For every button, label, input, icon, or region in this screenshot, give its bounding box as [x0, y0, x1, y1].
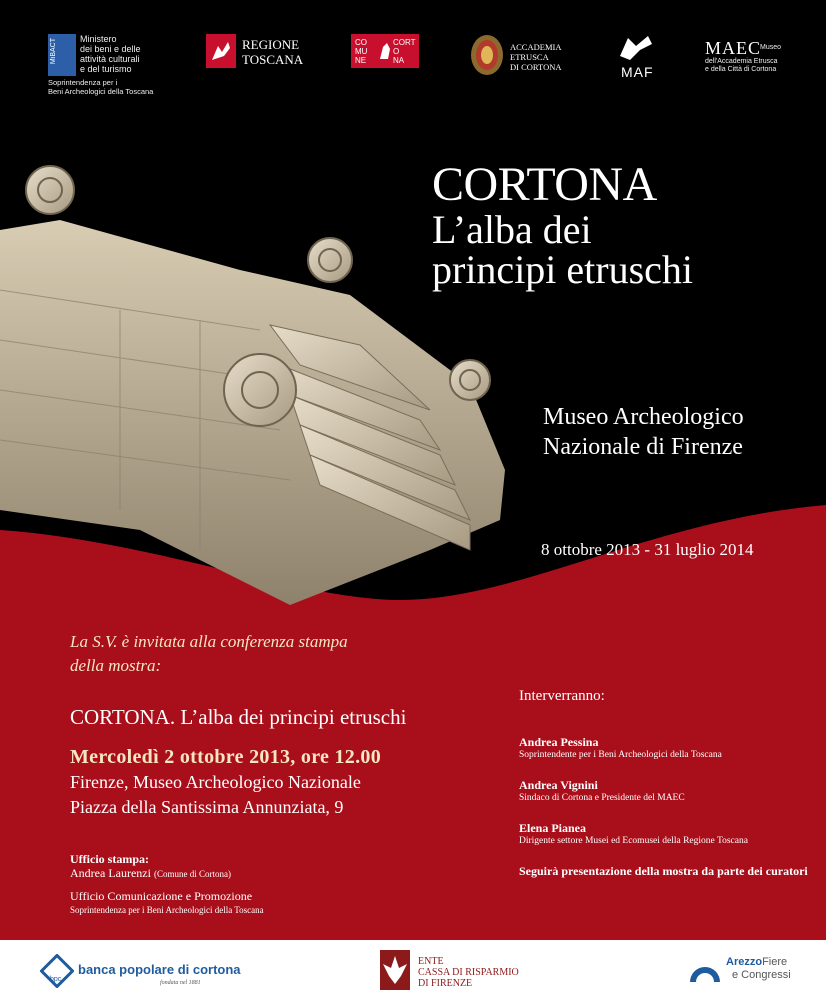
accademia-etrusca-logo: ACCADEMIA ETRUSCA DI CORTONA: [470, 34, 504, 80]
speaker-role: Dirigente settore Musei ed Ecomusei della Regione Toscana: [519, 836, 748, 846]
conference-place-line1: Firenze, Museo Archeologico Nazionale: [70, 772, 361, 792]
lion-icon: [378, 41, 392, 61]
speaker-role: Soprintendente per i Beni Archeologici della Toscana: [519, 750, 722, 760]
press-contact-name: Andrea Laurenzi: [70, 866, 151, 880]
maf-bird-icon: [618, 34, 654, 62]
mibact-logo: Ministero dei beni e delle attività culturali e del turismo Soprintendenza per i Beni Archeologici della Toscana MiBACT: [48, 34, 154, 96]
partner-logos-row: Ministero dei beni e delle attività culturali e del turismo Soprintendenza per i Beni Archeologici della Toscana MiBACT REGIONE TOSCANA CO MU NE CORT O NA ACCADEMIA ETRUSCA DI CORTONA MAF MAEC dell'Accademia Etrusca e della Città di Cortona Museo: [48, 34, 782, 96]
speakers-heading: Interverranno:: [519, 688, 605, 704]
press-contact: [70, 866, 264, 881]
invitation-text: [70, 630, 348, 678]
comm-office-org: Soprintendenza per i Beni Archeologici della Toscana: [70, 905, 264, 915]
speaker-item: [519, 821, 819, 848]
speakers-block: [519, 688, 819, 879]
conference-date-time: Mercoledì 2 ottobre 2013, ore 12.00: [70, 746, 381, 768]
comune-cortona-logo: [351, 34, 419, 68]
arezzo-dome-icon: [688, 952, 722, 986]
exhibition-title: CORTONA: [432, 158, 657, 211]
bpc-logo: bpc banca popolare di cortona fondata nel 1881: [40, 954, 74, 992]
speaker-name: Elena Pianea: [519, 821, 587, 835]
press-contact-org: (Comune di Cortona): [153, 869, 231, 879]
comune-logo-box: CO MU NE CORT O NA: [351, 34, 419, 68]
venue-line1: Museo Archeologico: [543, 404, 744, 430]
speaker-item: [519, 778, 819, 805]
invitation-line1: La S.V. è invitata alla conferenza stampa: [70, 632, 348, 651]
press-office-label: Ufficio stampa:: [70, 852, 149, 866]
maf-logo: MAF: [618, 34, 654, 66]
accademia-seal-icon: [470, 34, 504, 76]
sponsors-footer: [0, 940, 826, 1000]
speaker-item: [519, 735, 819, 762]
speaker-name: Andrea Vignini: [519, 778, 598, 792]
conference-place-line2: Piazza della Santissima Annunziata, 9: [70, 797, 344, 817]
arezzo-fiere-logo: ArezzoFiere e Congressi: [688, 952, 722, 990]
invitation-line2: della mostra:: [70, 656, 162, 675]
closing-note: Seguirà presentazione della mostra da parte dei curatori: [519, 864, 808, 878]
ente-cassa-logo: ENTE CASSA DI RISPARMIO DI FIRENZE: [380, 950, 410, 994]
comm-office: Ufficio Comunicazione e Promozione: [70, 889, 253, 903]
exhibition-title-block: [432, 160, 693, 290]
exhibition-subtitle-line1: L’alba dei: [432, 207, 592, 252]
venue-line2: Nazionale di Firenze: [543, 434, 743, 460]
press-office-block: [70, 852, 264, 917]
venue-block: [543, 402, 744, 462]
exhibition-subtitle-line2: principi etruschi: [432, 247, 694, 292]
conference-title: CORTONA. L’alba dei principi etruschi: [70, 705, 407, 729]
florence-lily-icon: [380, 950, 410, 990]
regione-toscana-logo: REGIONE TOSCANA: [206, 34, 236, 72]
pegasus-icon: [206, 34, 236, 68]
speaker-role: Sindaco di Cortona e Presidente del MAEC: [519, 793, 685, 803]
exhibition-dates: 8 ottobre 2013 - 31 luglio 2014: [541, 540, 754, 559]
speaker-name: Andrea Pessina: [519, 735, 599, 749]
